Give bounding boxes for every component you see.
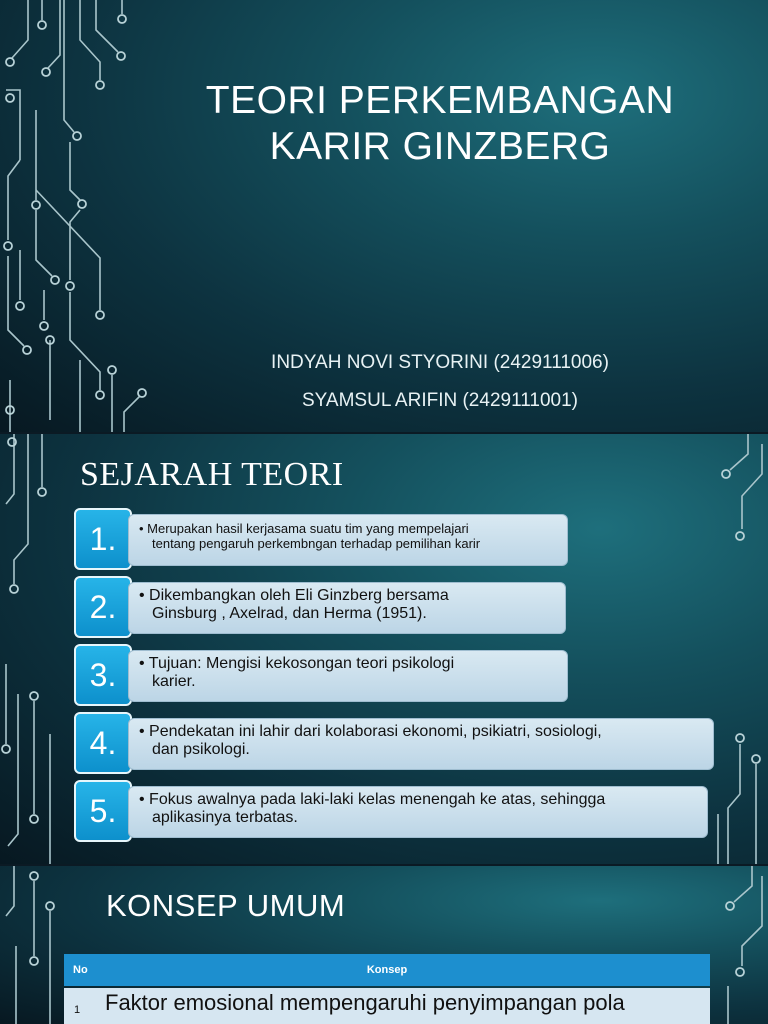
item-number-3: 3. [74,644,132,706]
item-2-line-2: Ginsburg , Axelrad, dan Herma (1951). [152,605,427,622]
item-box-4 [128,718,714,770]
history-slide [0,434,768,864]
header-konsep: Konsep [366,964,408,976]
item-number-4: 4. [74,712,132,774]
row-concept: Faktor emosional mempengaruhi penyimpangan pola [105,990,625,1015]
presentation-title [150,78,730,170]
item-5-line-2: aplikasinya terbatas. [152,809,298,826]
author-2: SYAMSUL ARIFIN (2429111001) [302,390,578,411]
item-3-line-2: karier. [152,673,196,690]
item-1-line-2: tentang pengaruh perkembngan terhadap pemilihan karir [152,536,481,551]
table-row [64,988,710,1024]
item-2-line-1: • Dikembangkan oleh Eli Ginzberg bersama [139,587,449,604]
author-1: INDYAH NOVI STYORINI (2429111006) [271,352,609,373]
circuit-decoration-right-icon [708,866,768,1024]
item-box-5 [128,786,708,838]
table-header [64,954,710,986]
item-number-5: 5. [74,780,132,842]
circuit-decoration-left-icon [0,866,70,1024]
title-line-1: TEORI PERKEMBANGAN [205,79,675,122]
section-title: KONSEP UMUM [106,888,346,923]
concept-table [64,954,710,1024]
title-line-2: KARIR GINZBERG [269,125,611,168]
header-no: No [73,964,88,976]
item-3-line-1: • Tujuan: Mengisi kekosongan teori psikologi [139,655,455,672]
item-box-1 [128,514,568,566]
row-number: 1 [74,1004,81,1016]
item-number-2: 2. [74,576,132,638]
concept-slide [0,866,768,1024]
item-5-line-1: • Fokus awalnya pada laki-laki kelas menengah ke atas, sehingga [139,791,606,808]
circuit-decoration-icon [0,0,160,432]
circuit-decoration-left-icon [0,434,70,864]
item-1-line-1: • Merupakan hasil kerjasama suatu tim yang mempelajari [139,521,469,536]
item-4-line-1: • Pendekatan ini lahir dari kolaborasi ekonomi, psikiatri, sosiologi, [139,723,602,740]
item-box-3 [128,650,568,702]
item-number-1: 1. [74,508,132,570]
circuit-decoration-right-icon [708,434,768,864]
item-4-line-2: dan psikologi. [152,741,250,758]
section-title: SEJARAH TEORI [80,456,344,493]
title-slide [0,0,768,432]
item-box-2 [128,582,566,634]
